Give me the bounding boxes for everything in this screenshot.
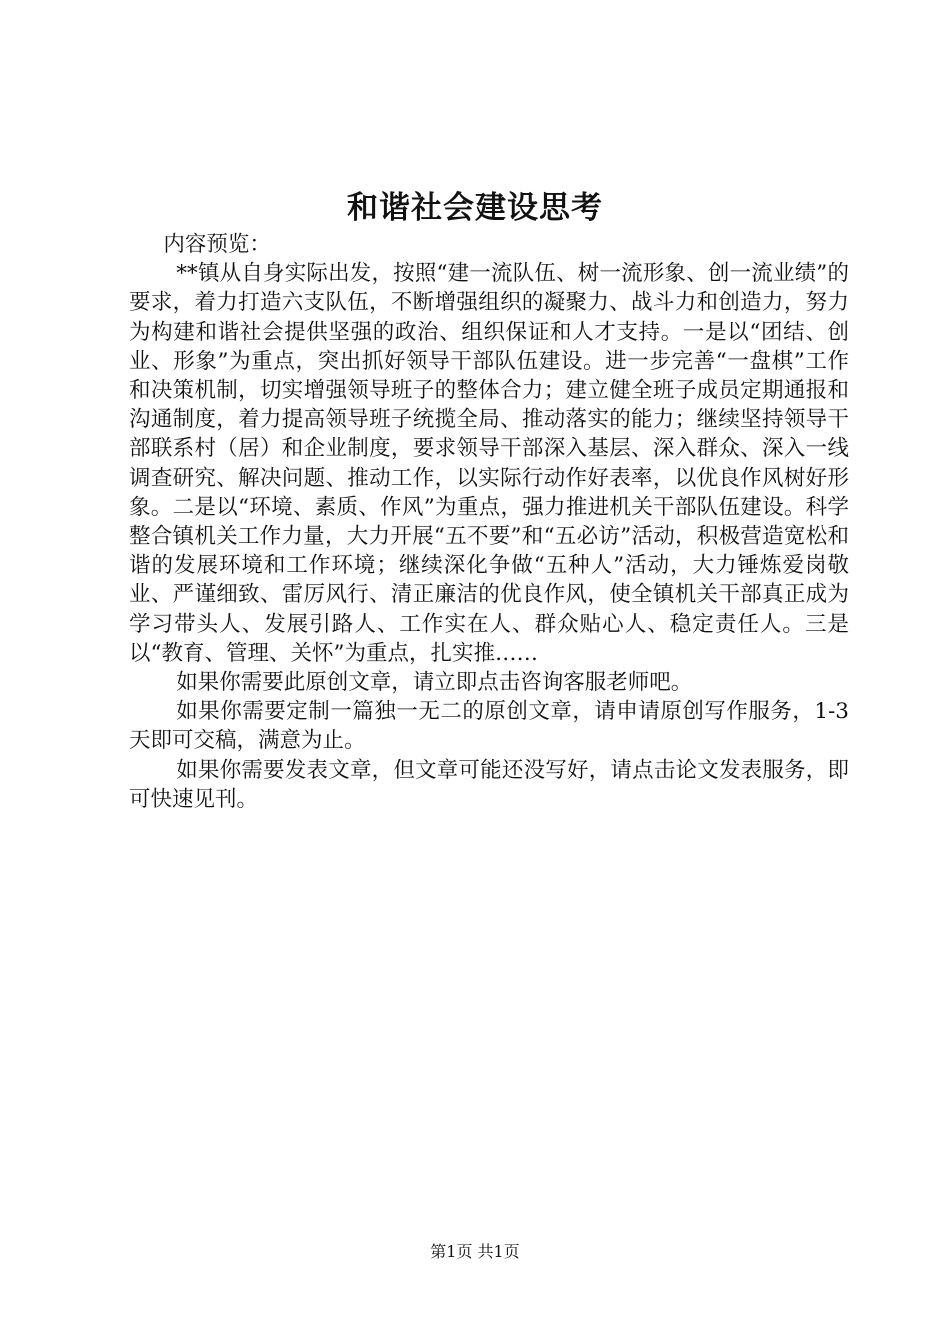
document-content bbox=[129, 230, 849, 814]
document-title: 和谐社会建设思考 bbox=[347, 190, 603, 226]
page-footer: 第1页 共1页 bbox=[430, 1242, 520, 1261]
notice-consult: 如果你需要此原创文章，请立即点击咨询客服老师吧。 bbox=[176, 670, 693, 696]
notice-custom-writing: 如果你需要定制一篇独一无二的原创文章，请申请原创写作服务，1-3天即可交稿，满意为止。 bbox=[129, 699, 849, 754]
preview-label: 内容预览： bbox=[163, 232, 271, 257]
preview-body: **镇从自身实际出发，按照“建一流队伍、树一流形象、创一流业绩”的要求，着力打造六支队伍，不断增强组织的凝聚力、战斗力和创造力，努力为构建和谐社会提供坚强的政治、组织保证和人才支持。一是以“团结、创业、形象”为重点，突出抓好领导干部队伍建设。进一步完善“一盘棋”工作和决策机制，切实增强领导班子的整体合力；建立健全班子成员定期通报和沟通制度，着力提高领导班子统揽全局、推动落实的能力；继续坚持领导干部联系村（居）和企业制度，要求领导干部深入基层、深入群众、深入一线调查研究、解决问题、推动工作，以实际行动作好表率，以优良作风树好形象。二是以“环境、素质、作风”为重点，强力推进机关干部队伍建设。科学整合镇机关工作力量，大力开展“五不要”和“五必访”活动，积极营造宽松和谐的发展环境和工作环境；继续深化争做“五种人”活动，大力锤炼爱岗敬业、严谨细致、雷厉风行、清正廉洁的优良作风，使全镇机关干部真正成为学习带头人、发展引路人、工作实在人、群众贴心人、稳定责任人。三是以“教育、管理、关怀”为重点，扎实推…… bbox=[129, 261, 849, 666]
notice-publishing: 如果你需要发表文章，但文章可能还没写好，请点击论文发表服务，即可快速见刊。 bbox=[129, 757, 849, 812]
